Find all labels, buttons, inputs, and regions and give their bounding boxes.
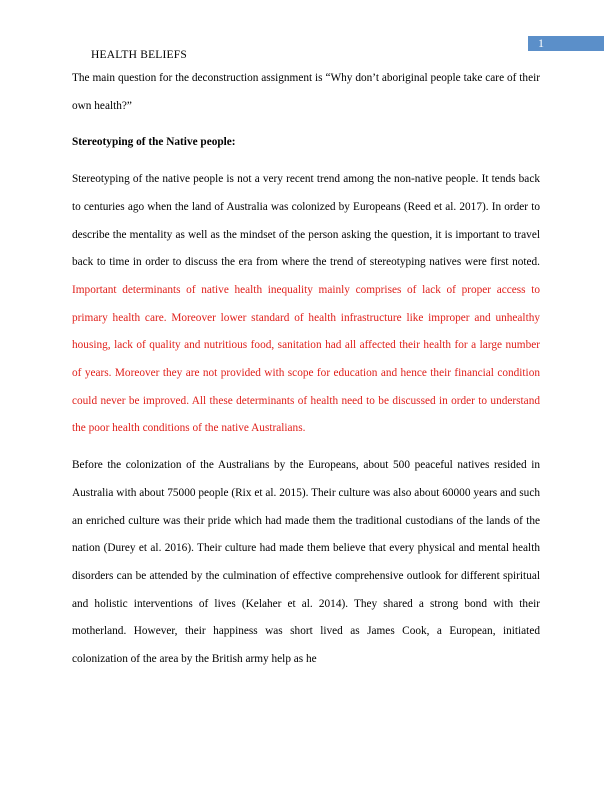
- paragraph-2: Before the colonization of the Australians by the Europeans, about 500 peaceful natives resided in Australia with about 75000 people (Rix et al. 2015). Their culture was also about 60000 years and such an enriched culture was their pride which had made them the traditional custodians of the lands of the nation (Durey et al. 2016). Their culture had made them believe that every physical and mental health disorders can be attended by the culmination of effective comprehensive outlook for different spiritual and holistic interventions of lives (Kelaher et al. 2014). They shared a strong bond with their motherland. However, their happiness was short lived as James Cook, a European, initiated colonization of the area by the British army help as he: [72, 459, 540, 666]
- paragraph-1: [72, 166, 540, 443]
- page-number: 1: [528, 36, 604, 51]
- section-heading: Stereotyping of the Native people:: [72, 136, 236, 149]
- intro-paragraph: The main question for the deconstruction assignment is “Why don’t aboriginal people take care of their own health?”: [72, 72, 540, 112]
- paragraph-1-text: Stereotyping of the native people is not a very recent trend among the non-native people. It tends back to centuries ago when the land of Australia was colonized by Europeans (Reed et al. 2017). In order to describe the mentality as well as the mindset of the person asking the question, it is important to travel back to time in order to discuss the era from where the trend of stereotyping natives were first noted.: [72, 173, 540, 269]
- paragraph-1-highlighted-text: Important determinants of native health inequality mainly comprises of lack of proper access to primary health care. Moreover lower standard of health infrastructure like improper and unhealthy housing, lack of quality and nutritious food, sanitation had all affected their health for a large number of years. Moreover they are not provided with scope for education and hence their financial condition could never be improved. All these determinants of health need to be discussed in order to understand the poor health conditions of the native Australians.: [72, 283, 540, 435]
- document-body: [72, 65, 540, 674]
- running-header: HEALTH BELIEFS: [91, 49, 187, 61]
